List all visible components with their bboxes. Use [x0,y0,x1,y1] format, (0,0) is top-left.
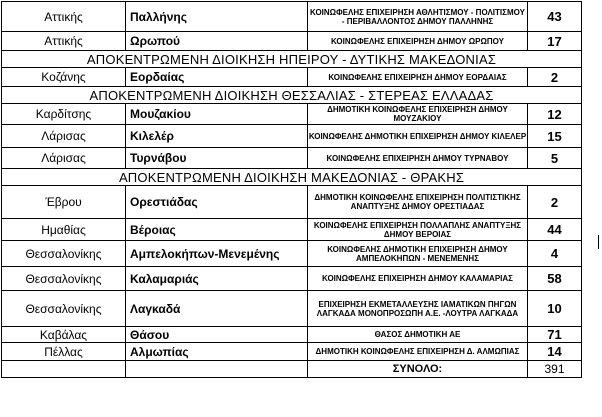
count-cell: 71 [528,327,582,343]
prefecture-cell: Θεσσαλονίκης [2,267,126,291]
section-heading: ΑΠΟΚΕΝΤΡΩΜΕΝΗ ΔΙΟΙΚΗΣΗ ΗΠΕΙΡΟΥ - ΔΥΤΙΚΗΣ ΜΑΚΕΔΟΝΙΑΣ [2,51,582,68]
section-heading: ΑΠΟΚΕΝΤΡΩΜΕΝΗ ΔΙΟΙΚΗΣΗ ΜΑΚΕΔΟΝΙΑΣ - ΘΡΑΚΗΣ [2,169,582,186]
prefecture-cell: Καβάλας [2,327,126,343]
count-cell: 58 [528,267,582,291]
enterprise-cell: ΔΗΜΟΤΙΚΗ ΚΟΙΝΩΦΕΛΗΣ ΕΠΙΧΕΙΡΗΣΗ ΠΟΛΙΤΙΣΤΙΚΗΣ ΑΝΑΠΤΥΞΗΣ ΔΗΜΟΥ ΟΡΕΣΤΙΑΔΑΣ [308,186,528,219]
total-count: 391 [528,361,582,378]
table-row [2,291,582,327]
enterprise-cell: ΚΟΙΝΩΦΕΛΗΣ ΕΠΙΧΕΙΡΗΣΗ ΔΗΜΟΥ ΩΡΩΠΟΥ [308,32,528,51]
count-cell: 14 [528,343,582,361]
municipality-cell: Εορδαίας [126,68,308,87]
prefecture-cell: Αττικής [2,2,126,32]
prefecture-cell: Κοζάνης [2,68,126,87]
municipality-cell: Βέροιας [126,219,308,241]
total-blank-cell [2,361,126,378]
prefecture-cell: Θεσσαλονίκης [2,241,126,267]
table-row [2,125,582,148]
count-cell: 4 [528,241,582,267]
municipality-cell: Τυρνάβου [126,148,308,169]
municipality-cell: Θάσου [126,327,308,343]
count-cell: 5 [528,148,582,169]
enterprise-cell: ΚΟΙΝΩΦΕΛΗΣ ΕΠΙΧΕΙΡΗΣΗ ΔΗΜΟΥ ΚΑΛΑΜΑΡΙΑΣ [308,267,528,291]
municipality-cell: Ορεστιάδας [126,186,308,219]
cell-edge-mark [598,235,599,249]
municipality-cell: Αμπελοκήπων-Μενεμένης [126,241,308,267]
prefecture-cell: Θεσσαλονίκης [2,291,126,327]
enterprise-cell: ΔΗΜΟΤΙΚΗ ΚΟΙΝΩΦΕΛΗΣ ΕΠΙΧΕΙΡΗΣΗ Δ. ΑΛΜΩΠΙΑΣ [308,343,528,361]
count-cell: 17 [528,32,582,51]
enterprise-cell: ΚΟΙΝΩΦΕΛΗΣ ΔΗΜΟΤΙΚΗ ΕΠΙΧΕΙΡΗΣΗ ΔΗΜΟΥ ΚΙΛΕΛΕΡ [308,125,528,148]
municipality-cell: Ωρωπού [126,32,308,51]
count-cell: 43 [528,2,582,32]
prefecture-cell: Ημαθίας [2,219,126,241]
table-row [2,32,582,51]
table-row [2,267,582,291]
table-row [2,343,582,361]
prefecture-cell: Λάρισας [2,125,126,148]
enterprise-cell: ΚΟΙΝΩΦΕΛΗΣ ΕΠΙΧΕΙΡΗΣΗ ΔΗΜΟΥ ΕΟΡΔΑΙΑΣ [308,68,528,87]
section-heading-row [2,51,582,68]
count-cell: 15 [528,125,582,148]
municipality-cell: Παλλήνης [126,2,308,32]
prefecture-cell: Έβρου [2,186,126,219]
enterprise-cell: ΔΗΜΟΤΙΚΗ ΚΟΙΝΩΦΕΛΗΣ ΕΠΙΧΕΙΡΗΣΗ ΔΗΜΟΥ ΜΟΥΖΑΚΙΟΥ [308,104,528,125]
enterprise-cell: ΚΟΙΝΩΦΕΛΗΣ ΔΗΜΟΤΙΚΗ ΕΠΙΧΕΙΡΗΣΗ ΔΗΜΟΥ ΑΜΠΕΛΟΚΗΠΩΝ - ΜΕΝΕΜΕΝΗΣ [308,241,528,267]
enterprise-cell: ΚΟΙΝΩΦΕΛΗΣ ΕΠΙΧΕΙΡΗΣΗ ΑΘΛΗΤΙΣΜΟΥ - ΠΟΛΙΤΙΣΜΟΥ - ΠΕΡΙΒΑΛΛΟΝΤΟΣ ΔΗΜΟΥ ΠΑΛΛΗΝΗΣ [308,2,528,32]
count-cell: 44 [528,219,582,241]
prefecture-cell: Λάρισας [2,148,126,169]
table-row [2,104,582,125]
table-row [2,186,582,219]
prefecture-cell: Αττικής [2,32,126,51]
count-cell: 2 [528,68,582,87]
municipality-cell: Μουζακίου [126,104,308,125]
section-heading-row [2,87,582,104]
table-row [2,68,582,87]
section-heading: ΑΠΟΚΕΝΤΡΩΜΕΝΗ ΔΙΟΙΚΗΣΗ ΘΕΣΣΑΛΙΑΣ - ΣΤΕΡΕΑΣ ΕΛΛΑΔΑΣ [2,87,582,104]
table-row [2,219,582,241]
count-cell: 12 [528,104,582,125]
total-row [2,361,582,378]
table-row [2,241,582,267]
enterprises-table [1,1,582,378]
enterprise-cell: ΘΑΣΟΣ ΔΗΜΟΤΙΚΗ ΑΕ [308,327,528,343]
total-blank-cell [126,361,308,378]
total-label: ΣΥΝΟΛΟ: [308,361,528,378]
count-cell: 10 [528,291,582,327]
municipality-cell: Αλμωπίας [126,343,308,361]
enterprise-cell: ΚΟΙΝΩΦΕΛΗΣ ΕΠΙΧΕΙΡΗΣΗ ΠΟΛΛΑΠΛΗΣ ΑΝΑΠΤΥΞΗΣ ΔΗΜΟΥ ΒΕΡΟΙΑΣ [308,219,528,241]
table-body [2,2,582,378]
count-cell: 2 [528,186,582,219]
municipality-cell: Λαγκαδά [126,291,308,327]
table-row [2,327,582,343]
municipality-cell: Κιλελέρ [126,125,308,148]
enterprise-cell: ΚΟΙΝΩΦΕΛΗΣ ΕΠΙΧΕΙΡΗΣΗ ΔΗΜΟΥ ΤΥΡΝΑΒΟΥ [308,148,528,169]
prefecture-cell: Καρδίτσης [2,104,126,125]
table-row [2,2,582,32]
prefecture-cell: Πέλλας [2,343,126,361]
section-heading-row [2,169,582,186]
table-row [2,148,582,169]
enterprise-cell: ΕΠΙΧΕΙΡΗΣΗ ΕΚΜΕΤΑΛΛΕΥΣΗΣ ΙΑΜΑΤΙΚΩΝ ΠΗΓΩΝ ΛΑΓΚΑΔΑ ΜΟΝΟΠΡΟΣΩΠΗ Α.Ε. -ΛΟΥΤΡΑ ΛΑΓΚΑΔΑ [308,291,528,327]
municipality-cell: Καλαμαριάς [126,267,308,291]
